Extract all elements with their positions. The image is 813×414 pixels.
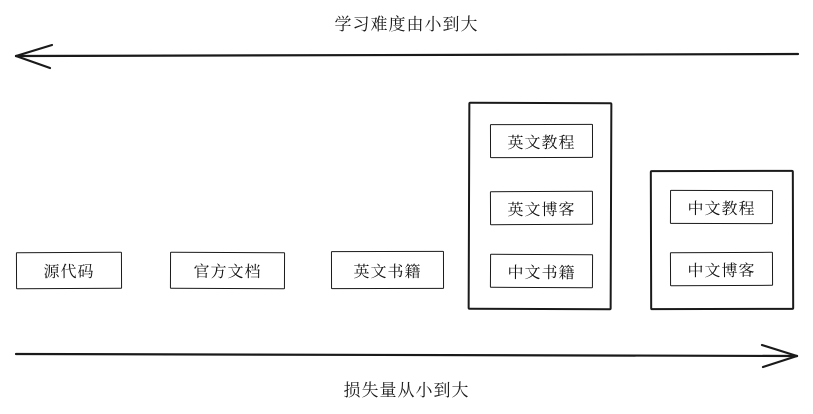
node-official-docs[interactable] [170,252,285,289]
node-label: 中文博客 [687,260,756,280]
node-english-books[interactable] [331,251,444,289]
top-arrow-left [16,45,798,68]
node-source-code[interactable] [16,252,122,289]
bottom-arrow-right [16,345,797,367]
node-english-blog[interactable] [490,191,593,225]
node-label: 英文书籍 [353,261,422,281]
node-chinese-blog[interactable] [670,252,773,286]
node-label: 英文博客 [507,199,576,219]
node-english-tutorial[interactable] [490,124,593,158]
node-label: 中文书籍 [507,262,576,282]
bottom-axis-label: 损失量从小到大 [343,381,470,401]
node-label: 官方文档 [193,261,262,282]
node-chinese-books[interactable] [490,254,593,289]
node-label: 中文教程 [687,198,756,218]
node-label: 源代码 [43,261,95,282]
node-chinese-tutorial[interactable] [670,190,773,224]
top-axis-label: 学习难度由小到大 [334,15,479,35]
node-label: 英文教程 [507,132,576,152]
